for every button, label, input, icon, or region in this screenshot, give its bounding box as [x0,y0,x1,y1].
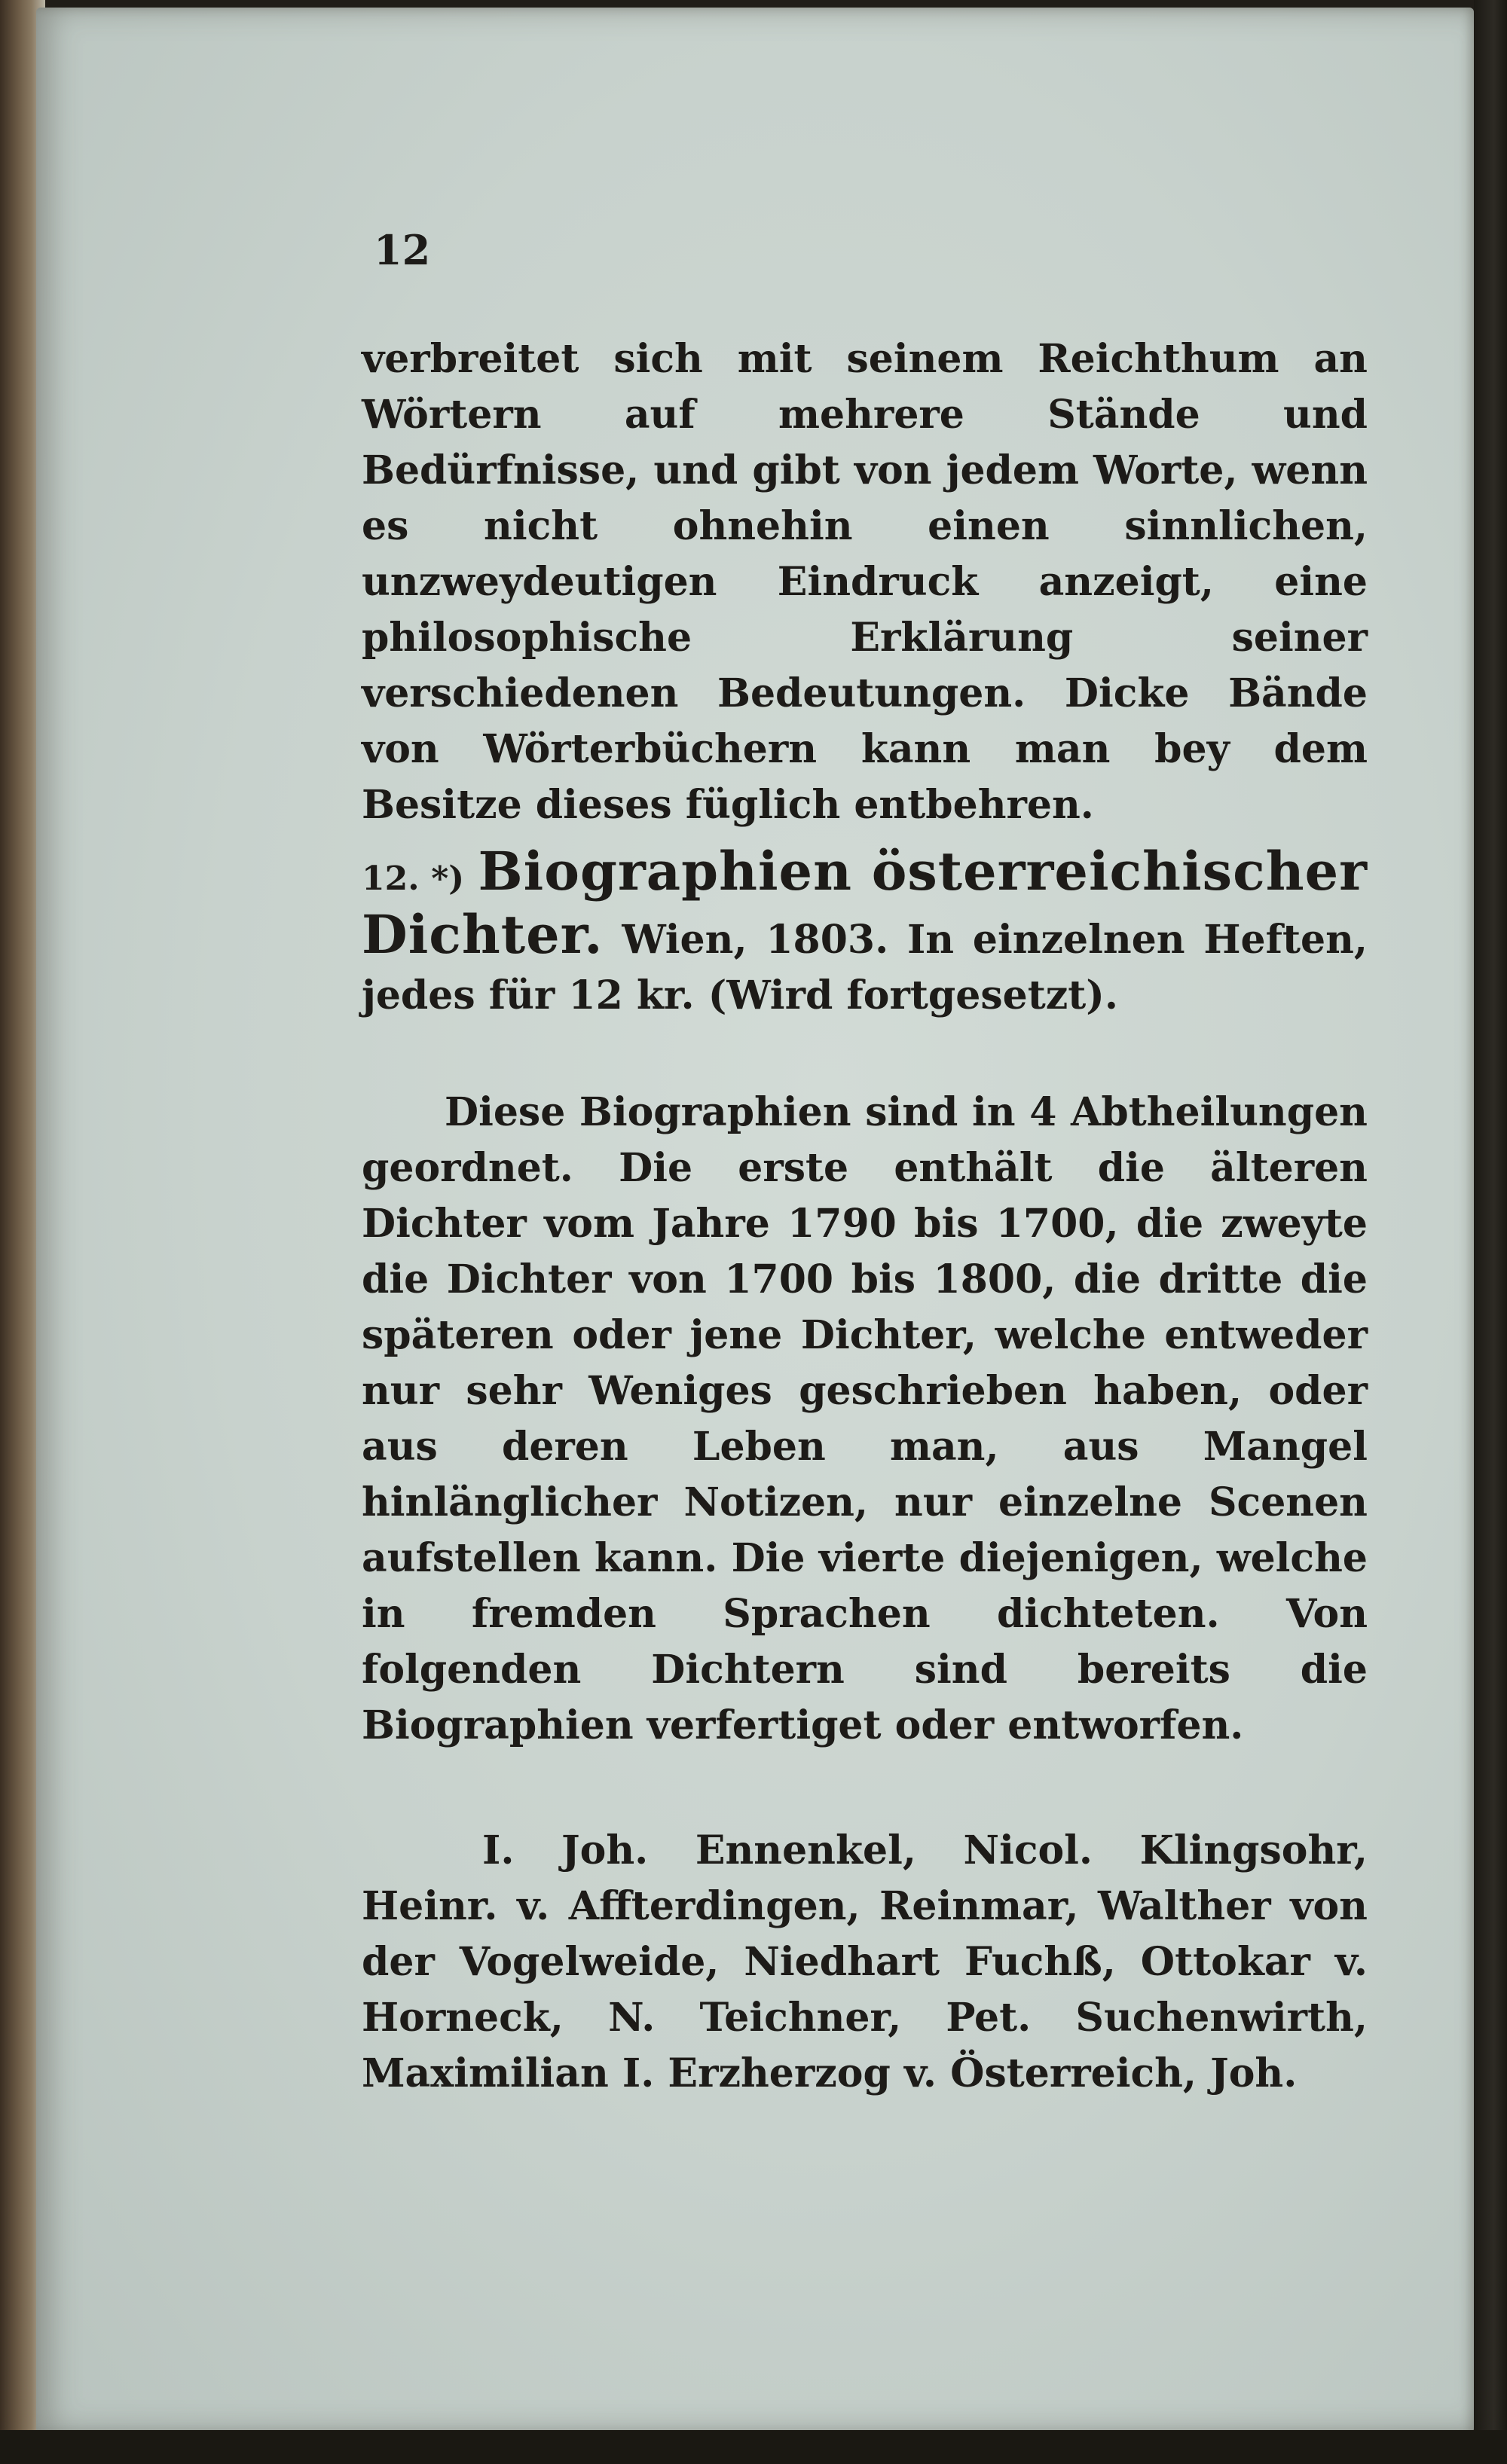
entry-title: Biographien österreichischer Dichter. [362,840,1368,966]
page-edge-right [1474,0,1507,2464]
entry-details: Wien, 1803. In einzelnen Heften, jedes für 12 kr. (Wird fortgesetzt). [362,917,1368,1018]
page-edge-bottom [0,2430,1507,2464]
paragraph-continuation: verbreitet sich mit seinem Reichthum an Wörtern auf mehrere Stände und Bedürfnisse, und gibt von jedem Worte, wenn es nicht ohnehin einen sinnlichen, unzweydeutigen Eindruck anzeigt, eine philosophische Erklärung seiner verschiedenen Bedeutungen. Dicke Bände von Wörterbüchern kann man bey dem Besitze dieses füglich entbehren. [362,336,1368,828]
entry-heading [362,840,1368,1024]
paragraph-poet-list: I. Joh. Ennenkel, Nicol. Klingsohr, Heinr. v. Affterdingen, Reinmar, Walther von der Vogelweide, Niedhart Fuchß, Ottokar v. Horneck, N. Teichner, Pet. Suchenwirth, Maximilian I. Erzherzog v. Österreich, Joh. [362,1827,1368,2096]
entry-number: 12. *) [362,859,465,898]
paragraph-description: Diese Biographien sind in 4 Abtheilungen geordnet. Die erste enthält die älteren Dichter vom Jahre 1790 bis 1700, die zweyte die Dichter von 1700 bis 1800, die dritte die späteren oder jene Dichter, welche entweder nur sehr Weniges geschrieben haben, oder aus deren Leben man, aus Mangel hinlänglicher Notizen, nur einzelne Scenen aufstellen kann. Die vierte diejenigen, welche in fremden Sprachen dichteten. Von folgenden Dichtern sind bereits die Biographien verfertiget oder entworfen. [362,1089,1368,1748]
page-number: 12 [374,226,431,274]
catalog-entry [362,840,1368,1024]
